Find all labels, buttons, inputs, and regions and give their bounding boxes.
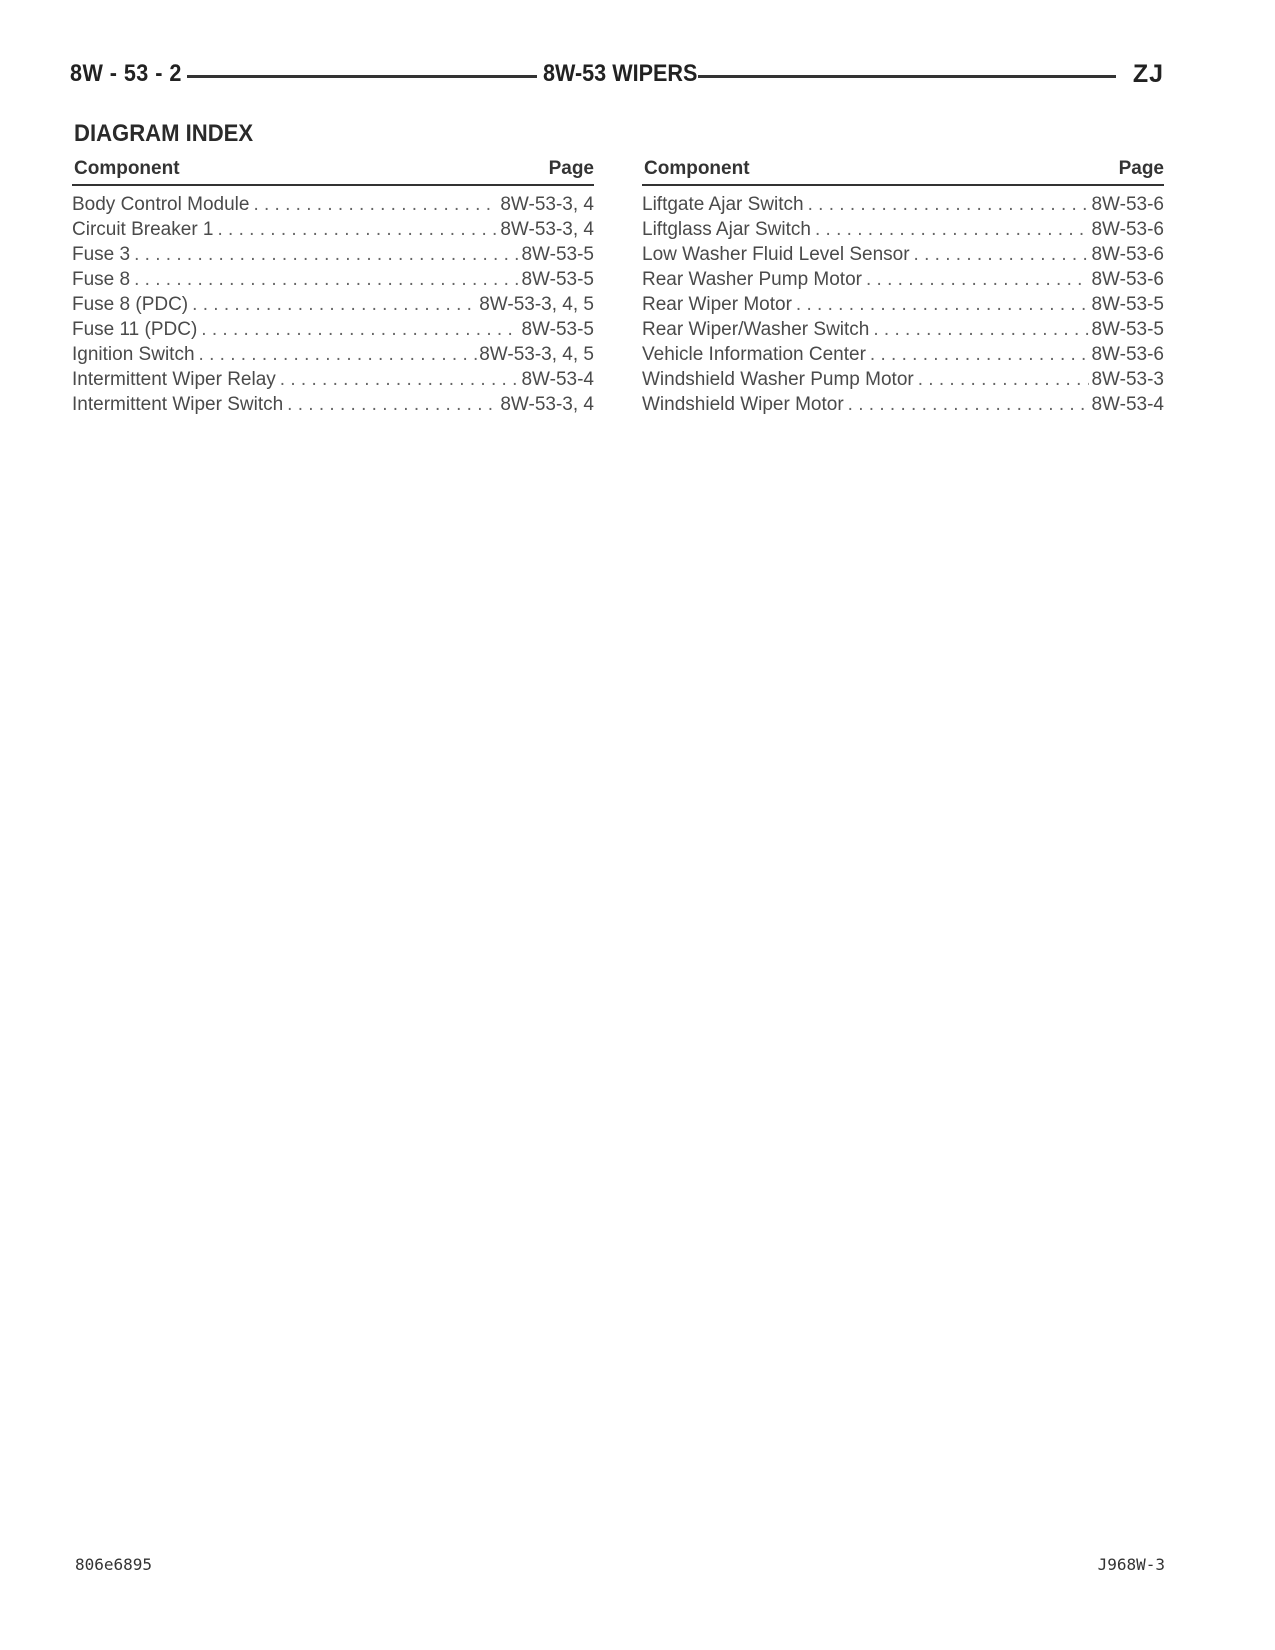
component-name: Fuse 8 [72,269,131,290]
index-entry [72,269,594,294]
index-column-right [642,156,1164,419]
component-name: Rear Wiper/Washer Switch [642,319,870,340]
dot-leader [218,219,499,241]
component-name: Liftgate Ajar Switch [642,194,804,215]
dot-leader [796,294,1090,316]
column-header [72,156,594,186]
dot-leader [866,269,1090,291]
component-header: Component [644,158,750,179]
component-name: Body Control Module [72,194,250,215]
component-name: Fuse 3 [72,244,131,265]
component-name: Fuse 8 (PDC) [72,294,189,315]
index-entry [72,344,594,369]
dot-leader [808,194,1090,216]
footer-code-right: J968W-3 [1097,1555,1165,1574]
component-name: Circuit Breaker 1 [72,219,214,240]
page-header [70,60,1164,92]
page-reference: 8W-53-6 [1091,344,1164,365]
index-entry [72,194,594,219]
index-entry [642,344,1164,369]
index-entry [642,394,1164,419]
page-reference: 8W-53-3, 4, 5 [479,344,594,365]
index-entry [642,194,1164,219]
index-column-left [72,156,594,419]
index-list-left [72,194,594,419]
index-entry [72,394,594,419]
page-reference: 8W-53-5 [521,244,594,265]
component-name: Windshield Washer Pump Motor [642,369,914,390]
page-reference: 8W-53-3 [1091,369,1164,390]
dot-leader [848,394,1090,416]
header-rule-right [698,75,1116,78]
index-entry [642,244,1164,269]
index-entry [642,269,1164,294]
header-rule-left [187,75,537,78]
page-reference: 8W-53-3, 4 [500,394,594,415]
dot-leader [134,269,519,291]
page-reference: 8W-53-3, 4, 5 [479,294,594,315]
dot-leader [253,194,498,216]
index-entry [72,244,594,269]
dot-leader [199,344,478,366]
dot-leader [280,369,520,391]
index-entry [72,319,594,344]
page-header-label: Page [1118,158,1164,179]
dot-leader [870,344,1090,366]
component-name: Rear Washer Pump Motor [642,269,862,290]
page-reference: 8W-53-6 [1091,219,1164,240]
page-reference: 8W-53-6 [1091,269,1164,290]
page-header-label: Page [548,158,594,179]
column-header [642,156,1164,186]
component-name: Vehicle Information Center [642,344,866,365]
page-number: 8W - 53 - 2 [70,60,182,87]
page-reference: 8W-53-6 [1091,244,1164,265]
index-entry [642,219,1164,244]
component-name: Intermittent Wiper Relay [72,369,276,390]
dot-leader [815,219,1090,241]
page-reference: 8W-53-5 [1091,294,1164,315]
dot-leader [201,319,519,341]
section-title: 8W-53 WIPERS [543,60,698,87]
page-reference: 8W-53-3, 4 [500,219,594,240]
index-list-right [642,194,1164,419]
component-header: Component [74,158,180,179]
page-reference: 8W-53-5 [521,319,594,340]
index-entry [72,219,594,244]
index-entry [642,294,1164,319]
page-reference: 8W-53-4 [521,369,594,390]
component-name: Rear Wiper Motor [642,294,792,315]
page-reference: 8W-53-5 [521,269,594,290]
model-code: ZJ [1132,60,1164,88]
index-entry [72,369,594,394]
dot-leader [287,394,498,416]
component-name: Fuse 11 (PDC) [72,319,198,340]
component-name: Liftglass Ajar Switch [642,219,811,240]
index-entry [72,294,594,319]
index-entry [642,319,1164,344]
footer-code-left: 806e6895 [75,1555,153,1574]
page-reference: 8W-53-6 [1091,194,1164,215]
page-reference: 8W-53-4 [1091,394,1164,415]
dot-leader [873,319,1089,341]
diagram-index-title: DIAGRAM INDEX [74,120,254,147]
component-name: Ignition Switch [72,344,195,365]
dot-leader [192,294,477,316]
dot-leader [914,244,1090,266]
dot-leader [918,369,1090,391]
dot-leader [134,244,519,266]
page-reference: 8W-53-3, 4 [500,194,594,215]
component-name: Intermittent Wiper Switch [72,394,284,415]
index-entry [642,369,1164,394]
component-name: Low Washer Fluid Level Sensor [642,244,910,265]
page-reference: 8W-53-5 [1091,319,1164,340]
component-name: Windshield Wiper Motor [642,394,844,415]
